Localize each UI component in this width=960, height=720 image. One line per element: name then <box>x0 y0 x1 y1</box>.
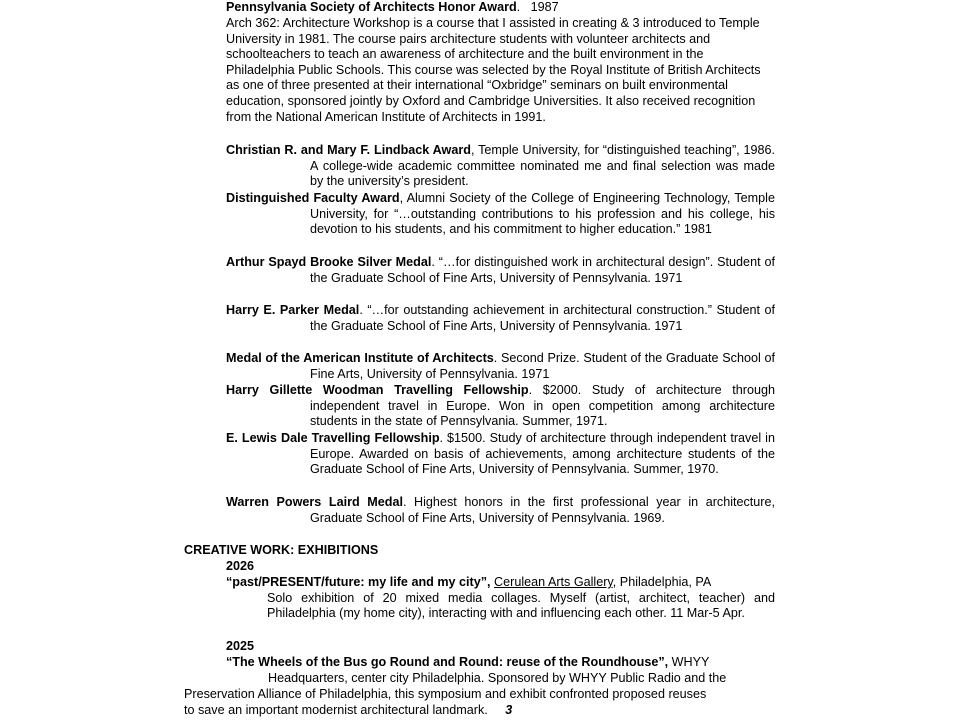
aia-medal <box>226 351 775 382</box>
aia-medal-text: . Second Prize. Student of the Graduate School of Fine Arts, University of Pennsylvania. 1971 <box>310 351 775 381</box>
psa-award-year: 1987 <box>530 0 559 14</box>
exhibitions-heading: CREATIVE WORK: EXHIBITIONS <box>184 543 379 557</box>
wheels-exhibition-title-line <box>226 655 775 671</box>
wheels-exhibition-line3: Preservation Alliance of Philadelphia, this symposium and exhibit confronted proposed reuses <box>184 687 707 701</box>
dale-fellowship-text: . $1500. Study of architecture through independent travel in Europe. Awarded on basis of achievements, among architecture students of the Graduate School of Fine Arts, University of Pennsylvania. Summer, 1970. <box>310 431 775 477</box>
brooke-medal-title: Arthur Spayd Brooke Silver Medal <box>226 255 432 269</box>
laird-medal-text: . Highest honors in the first professional year in architecture, Graduate School of Fine Arts, University of Pennsylvania. 1969. <box>310 495 775 525</box>
year-2026: 2026 <box>226 559 255 573</box>
laird-medal-title: Warren Powers Laird Medal <box>226 495 403 509</box>
brooke-medal-text: . “…for distinguished work in architectural design”. Student of the Graduate School of Fine Arts, University of Pennsylvania. 1971 <box>310 255 775 285</box>
parker-medal-text: . “…for outstanding achievement in architectural construction.” Student of the Graduate School of Fine Arts, University of Pennsylvania. 1971 <box>310 303 775 333</box>
year-2025: 2025 <box>226 639 255 653</box>
woodman-fellowship <box>226 383 775 430</box>
woodman-fellowship-text: . $2000. Study of architecture through independent travel in Europe. Won in open competition among architecture students in the state of Pennsylvania. Summer, 1971. <box>310 383 775 429</box>
laird-medal <box>226 495 775 526</box>
parker-medal <box>226 303 775 334</box>
dale-fellowship <box>226 431 775 478</box>
wheels-exhibition-line4: to save an important modernist architectural landmark. 3 <box>184 703 513 717</box>
dale-fellowship-title: E. Lewis Dale Travelling Fellowship <box>226 431 440 445</box>
aia-medal-title: Medal of the American Institute of Architects <box>226 351 494 365</box>
past-present-future-exhibition: “past/PRESENT/future: my life and my city”, Cerulean Arts Gallery, Philadelphia, PA Solo exhibition of 20 mixed media collages. Myself (artist, architect, teacher) and Philadelphia (my home city), interacting with and influencing each other. 11 Mar-5 Apr. <box>226 575 775 621</box>
wheels-exhibition-venue: WHYY <box>668 655 710 669</box>
woodman-fellowship-title: Harry Gillette Woodman Travelling Fellowship <box>226 383 529 397</box>
wheels-exhibition-title: “The Wheels of the Bus go Round and Round: reuse of the Roundhouse”, <box>226 655 669 669</box>
psa-award-description: Arch 362: Architecture Workshop is a course that I assisted in creating & 3 introduced to Temple University in 1981. The course pairs architecture students with volunteer architects and schoolteachers to teach an awareness of architecture and the built environment in the Philadelphia Public Schools. This course was selected by the Royal Institute of British Architects as one of three presented at their international “Oxbridge” seminars on built environmental education, sponsored jointly by Oxford and Cambridge Universities. It also received recognition from the National American Institute of Architects in 1991. <box>226 16 761 124</box>
page-number: 3 <box>505 703 513 717</box>
lindback-award-title: Christian R. and Mary F. Lindback Award <box>226 143 471 157</box>
parker-medal-title: Harry E. Parker Medal <box>226 303 360 317</box>
psa-award-title: Pennsylvania Society of Architects Honor Award <box>226 0 517 14</box>
lindback-award <box>226 143 775 190</box>
distinguished-faculty-award <box>226 191 775 238</box>
psa-award-heading: Pennsylvania Society of Architects Honor Award. 1987 <box>226 0 559 14</box>
past-exhibition-place: , Philadelphia, PA <box>612 575 712 589</box>
past-exhibition-title: “past/PRESENT/future: my life and my city” <box>226 575 488 589</box>
faculty-award-text: , Alumni Society of the College of Engineering Technology, Temple University, for “…outstanding contributions to his profession and his college, his devotion to his students, and his commitment to higher education.” 1981 <box>310 191 775 237</box>
wheels-exhibition-line2: Headquarters, center city Philadelphia. Sponsored by WHYY Public Radio and the <box>268 671 727 685</box>
cerulean-gallery-link[interactable]: Cerulean Arts Gallery <box>494 575 613 589</box>
lindback-award-text: , Temple University, for “distinguished teaching”, 1986. A college-wide academic committee nominated me and final selection was made by the university’s president. <box>310 143 775 189</box>
brooke-medal <box>226 255 775 286</box>
faculty-award-title: Distinguished Faculty Award <box>226 191 400 205</box>
past-exhibition-description: Solo exhibition of 20 mixed media collages. Myself (artist, architect, teacher) and Philadelphia (my home city), interacting with and influencing each other. 11 Mar-5 Apr. <box>267 590 775 621</box>
